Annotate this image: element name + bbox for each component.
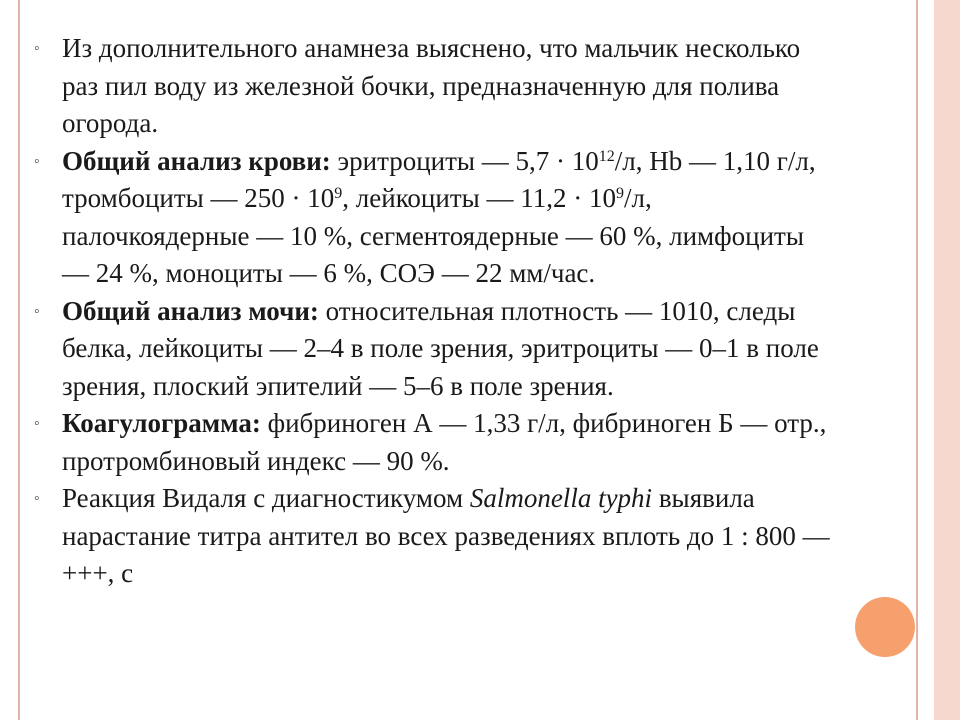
bullet-blood-test [34, 143, 834, 293]
widal-text: Реакция Видаля с диагностикумом [62, 483, 470, 513]
bullet-urine-test [34, 293, 834, 406]
bullet-marker-icon: ◦ [34, 302, 40, 320]
slide-body [34, 30, 834, 720]
coagulogram-text: фибриноген А — 1,33 г/л, фибриноген Б — отр., протромбиновый индекс — 90 %. [62, 408, 827, 476]
bullet-coagulogram [34, 405, 834, 480]
bullet-anamnesis [34, 30, 834, 143]
widal-text: выявила нарастание титра антител во всех разведениях вплоть до 1 : 800 — +++, с [62, 483, 830, 588]
bullet-marker-icon: ◦ [34, 415, 40, 432]
pathogen-name: Salmonella typhi [469, 483, 653, 513]
bullet-marker-icon: ◦ [34, 490, 40, 507]
right-frame-line [916, 0, 918, 720]
blood-test-text: эритроциты — 5,7 · 10 [330, 145, 599, 176]
urine-test-label: Общий анализ мочи: [62, 295, 319, 326]
urine-test-text: относительная плотность — 1010, следы белка, лейкоциты — 2–4 в поле зрения, эритроциты — 0–1 в поле зрения, плоский эпителий — 5–6 в поле зрения. [62, 295, 819, 401]
bullet-widal-reaction [34, 480, 834, 593]
blood-test-label: Общий анализ крови: [62, 145, 331, 176]
bullet-marker-icon: ◦ [34, 152, 40, 170]
exponent: 9 [616, 185, 625, 202]
blood-test-text: /л, палочкоядерные — 10 %, сегментоядерные — 60 %, лимфоциты — 24 %, моноциты — 6 %, СОЭ — 22 мм/час. [62, 183, 804, 288]
exponent: 12 [598, 147, 615, 165]
blood-test-text: , лейкоциты — 11,2 · 10 [342, 183, 617, 213]
right-decorative-strip [934, 0, 960, 720]
anamnesis-text: Из дополнительного анамнеза выяснено, что мальчик несколько раз пил воду из железной бочки, предназначенную для полива огорода. [62, 33, 801, 138]
exponent: 9 [334, 185, 343, 202]
coagulogram-label: Коагулограмма: [62, 408, 261, 438]
bullet-marker-icon: ◦ [34, 40, 40, 57]
blood-test-text: /л, Hb — 1,10 г/л, тромбоциты — 250 · 10 [62, 145, 816, 213]
decorative-circle [855, 597, 915, 657]
left-frame-line [18, 0, 20, 720]
